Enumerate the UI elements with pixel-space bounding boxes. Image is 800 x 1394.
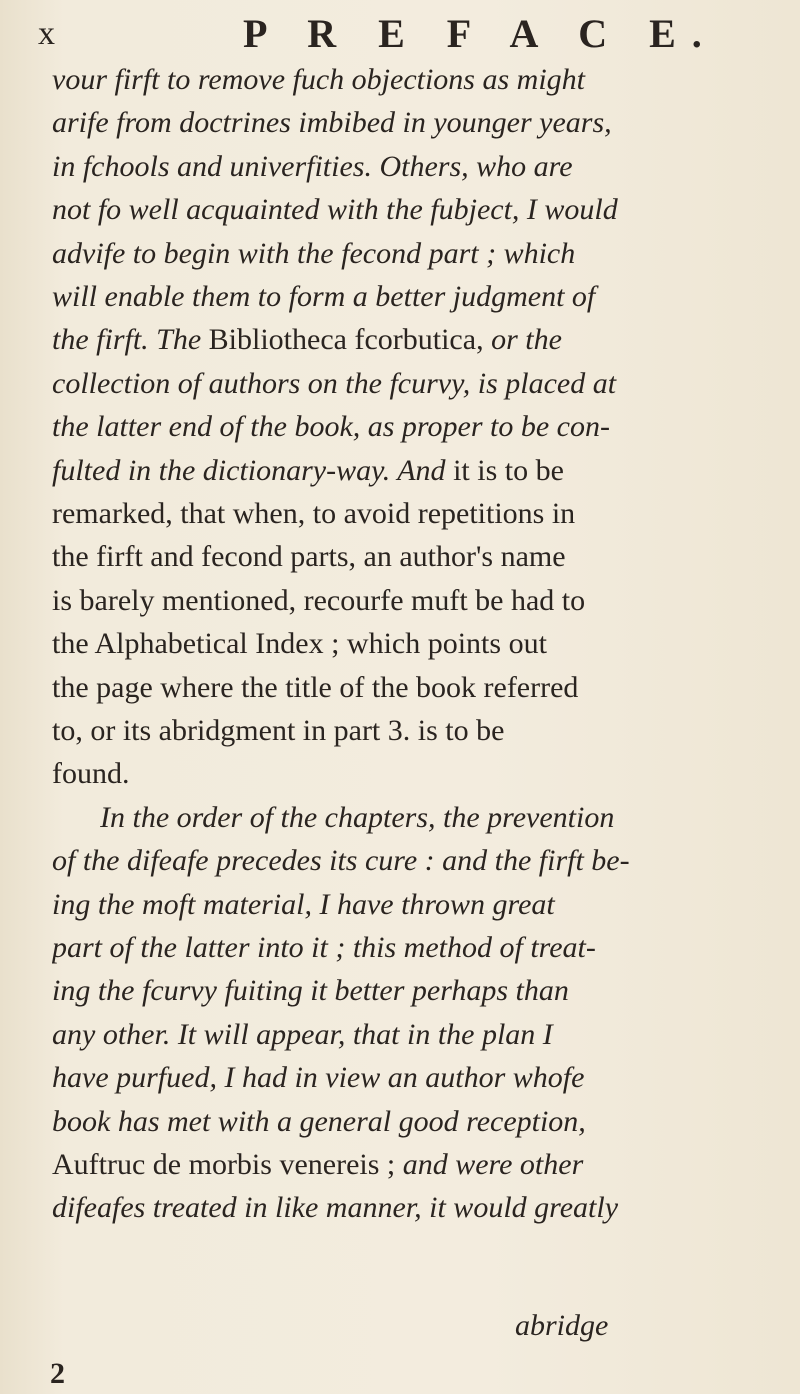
text-segment: book has met with a general good reception, bbox=[52, 1104, 586, 1138]
text-segment: of the difeafe precedes its cure : and the firft be- bbox=[52, 844, 630, 878]
text-line bbox=[52, 928, 740, 968]
text-segment: the firft. The bbox=[52, 323, 209, 357]
text-line bbox=[52, 1102, 740, 1142]
text-line bbox=[52, 320, 740, 360]
text-line bbox=[52, 841, 740, 881]
text-line bbox=[52, 624, 740, 664]
text-line bbox=[52, 668, 740, 708]
text-segment: vour firft to remove fuch objections as might bbox=[52, 63, 585, 96]
text-segment: ing the fcurvy fuiting it better perhaps than bbox=[52, 974, 569, 1008]
text-segment: advife to begin with the fecond part ; which bbox=[52, 236, 576, 270]
header-mark: x bbox=[38, 15, 55, 52]
page-title: P R E F A C E. bbox=[243, 11, 718, 56]
text-line bbox=[52, 1015, 740, 1055]
text-segment: found. bbox=[52, 757, 130, 791]
text-segment: difeafes treated in like manner, it would greatly bbox=[52, 1191, 619, 1225]
text-line bbox=[52, 407, 740, 447]
text-line bbox=[52, 277, 740, 317]
text-line bbox=[52, 451, 740, 491]
text-segment: to, or its abridgment in part 3. is to be bbox=[52, 714, 505, 747]
text-line bbox=[52, 234, 740, 274]
text-line bbox=[100, 798, 740, 838]
text-line bbox=[52, 971, 740, 1011]
catchword: abridge bbox=[515, 1309, 609, 1342]
text-segment: is barely mentioned, recourfe muft be had to bbox=[52, 583, 586, 617]
signature-mark: 2 bbox=[50, 1357, 65, 1390]
text-segment: in fchools and univerfities. Others, who are bbox=[52, 149, 573, 183]
text-segment: the firft and fecond parts, an author's name bbox=[52, 540, 566, 574]
text-line bbox=[52, 537, 740, 577]
text-line bbox=[52, 581, 740, 621]
text-segment: have purfued, I had in view an author whofe bbox=[52, 1061, 585, 1095]
text-segment: collection of authors on the fcurvy, is placed at bbox=[52, 366, 617, 400]
text-segment: part of the latter into it ; this method of treat- bbox=[52, 931, 596, 964]
text-line bbox=[52, 60, 740, 100]
text-segment: arife from doctrines imbibed in younger years, bbox=[52, 106, 612, 140]
text-line bbox=[52, 103, 740, 143]
text-segment: not fo well acquainted with the fubject, I would bbox=[52, 193, 618, 227]
text-segment: and were other bbox=[402, 1148, 584, 1181]
text-segment: or the bbox=[483, 323, 562, 357]
text-segment: remarked, that when, to avoid repetitions in bbox=[52, 497, 576, 530]
text-segment: In the order of the chapters, the prevention bbox=[100, 800, 615, 834]
text-line bbox=[52, 885, 740, 925]
text-line bbox=[52, 1145, 740, 1185]
text-segment: the Alphabetical Index ; which points out bbox=[52, 627, 547, 661]
running-header bbox=[38, 8, 758, 56]
text-line bbox=[52, 364, 740, 404]
text-line bbox=[52, 711, 740, 751]
text-line bbox=[52, 1058, 740, 1098]
text-line bbox=[52, 190, 740, 230]
text-segment: Bibliotheca fcorbutica, bbox=[208, 323, 484, 357]
text-segment: any other. It will appear, that in the plan I bbox=[52, 1017, 553, 1051]
text-line bbox=[52, 147, 740, 187]
text-line bbox=[52, 494, 740, 534]
text-segment: Auftruc de morbis venereis ; bbox=[52, 1148, 403, 1181]
text-segment: fulted in the dictionary-way. And bbox=[52, 453, 454, 487]
text-segment: the page where the title of the book referred bbox=[52, 670, 579, 704]
text-segment: the latter end of the book, as proper to be con- bbox=[52, 410, 610, 444]
text-segment: will enable them to form a better judgment of bbox=[52, 280, 596, 313]
text-line bbox=[52, 1188, 740, 1228]
text-line bbox=[52, 754, 740, 794]
text-segment: it is to be bbox=[453, 453, 564, 487]
text-segment: ing the moft material, I have thrown great bbox=[52, 887, 555, 921]
